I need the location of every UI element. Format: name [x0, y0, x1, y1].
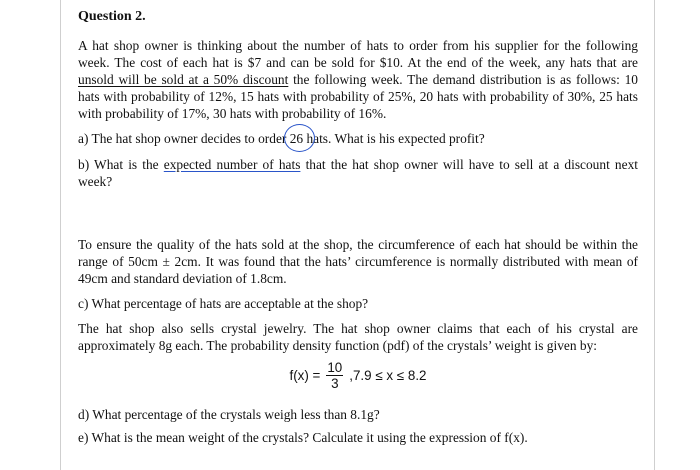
question-b-underlined: expected number of hats — [163, 157, 301, 172]
question-a-text-a: a) The hat shop owner decides to order — [78, 131, 290, 146]
question-a-text-b: hats. What is his expected profit? — [303, 131, 485, 146]
page-border-left — [60, 0, 61, 470]
question-heading: Question 2. — [78, 9, 146, 24]
question-d: d) What percentage of the crystals weigh less than 8.1g? — [78, 407, 380, 422]
intro-underlined: unsold will be sold at a 50% discount — [78, 72, 289, 87]
formula-denominator: 3 — [331, 376, 339, 391]
formula-fraction — [326, 360, 343, 391]
pdf-formula — [78, 360, 638, 396]
formula-lhs: f(x) = — [289, 368, 321, 383]
page-border-right — [654, 0, 655, 470]
question-b-text-a: b) What is the — [78, 157, 164, 172]
question-e: e) What is the mean weight of the crystals? Calculate it using the expression of f(x). — [78, 430, 528, 445]
question-a — [78, 130, 638, 147]
document-page — [78, 8, 638, 446]
formula-numerator: 10 — [327, 360, 343, 375]
question-c: c) What percentage of hats are acceptable at the shop? — [78, 296, 369, 311]
intro-text-b: the following week. The demand distribution is as follows: 10 hats with probability of 12%, 15 hats with probability of 25%, 20 hats with probability of 30%, 25 hats with probability of 17%, 30 hats with probability of 16%. — [78, 72, 638, 121]
crystal-paragraph: The hat shop also sells crystal jewelry. The hat shop owner claims that each of his crystal are approximately 8g each. The probability density function (pdf) of the crystals’ weight is given by: — [78, 321, 638, 353]
formula-range: ,7.9 ≤ x ≤ 8.2 — [349, 368, 427, 383]
circumference-paragraph: To ensure the quality of the hats sold at the shop, the circumference of each hat should be within the range of 50cm ± 2cm. It was found that the hats’ circumference is normally distributed with mean of 49cm and standard deviation of 1.8cm. — [78, 237, 638, 286]
circled-number: 26 — [289, 131, 304, 146]
question-b — [78, 156, 638, 190]
intro-text-a: A hat shop owner is thinking about the number of hats to order from his supplier for the following week. The cost of each hat is $7 and can be sold for $10. At the end of the week, any hats that are — [78, 38, 638, 70]
intro-paragraph — [78, 37, 638, 122]
question-b-text-b: that the hat shop owner will have to sell at a discount next week? — [78, 157, 638, 189]
